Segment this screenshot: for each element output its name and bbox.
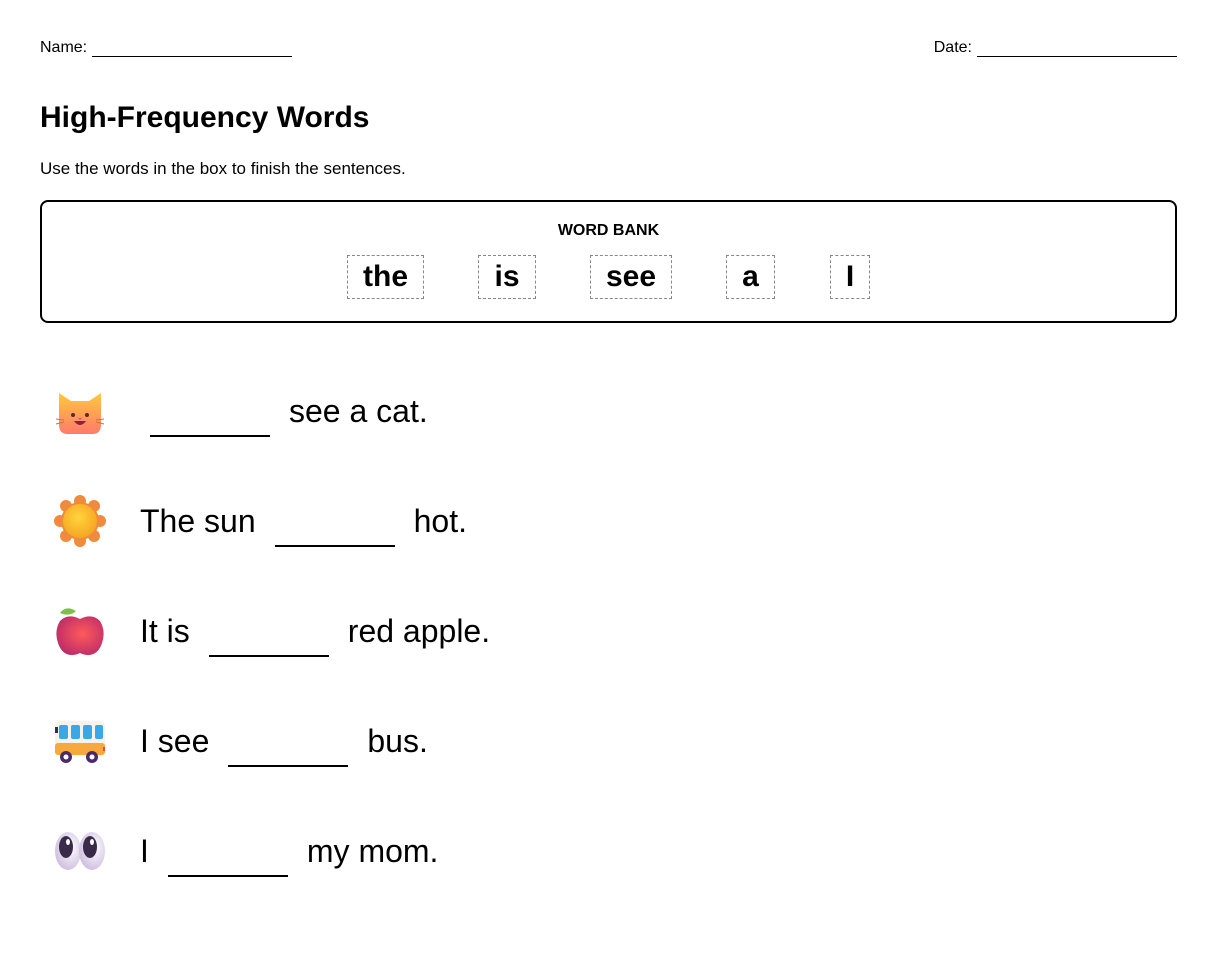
answer-blank[interactable] — [275, 545, 395, 547]
answer-blank[interactable] — [209, 655, 329, 657]
sentence-text — [140, 501, 467, 541]
sentence-before: The sun — [140, 503, 256, 539]
word-bank-word: see — [590, 255, 672, 299]
sentence-after: see a cat. — [289, 393, 428, 429]
sentence-after: hot. — [413, 503, 467, 539]
date-blank-line[interactable] — [977, 41, 1177, 57]
date-field — [934, 39, 1177, 57]
bus-icon — [54, 715, 106, 767]
eyes-icon — [54, 825, 106, 877]
word-bank-box — [40, 200, 1177, 323]
word-bank-word: I — [830, 255, 870, 299]
sentence-text — [140, 611, 490, 651]
date-label: Date: — [933, 39, 972, 56]
page-title: High-Frequency Words — [40, 101, 370, 134]
red-apple-icon — [54, 605, 106, 657]
sentence-before: It is — [140, 613, 190, 649]
cat-face-icon — [54, 385, 106, 437]
header-row — [40, 39, 1177, 59]
answer-blank[interactable] — [228, 765, 348, 767]
name-blank-line[interactable] — [92, 41, 292, 57]
name-field — [40, 39, 292, 57]
sentence-row — [54, 713, 1154, 769]
name-label: Name: — [40, 39, 88, 56]
sentence-after: my mom. — [306, 833, 439, 869]
word-bank-title: WORD BANK — [557, 222, 660, 239]
sentence-text — [140, 721, 428, 761]
sentence-text — [140, 831, 438, 871]
sun-icon — [54, 495, 106, 547]
sentence-row — [54, 603, 1154, 659]
instructions: Use the words in the box to finish the sentences. — [40, 159, 406, 178]
word-bank-word: is — [478, 255, 536, 299]
word-bank-word: a — [726, 255, 775, 299]
sentence-row — [54, 493, 1154, 549]
sentence-row — [54, 823, 1154, 879]
sentence-after: red apple. — [347, 613, 491, 649]
sentence-after: bus. — [367, 723, 428, 759]
sentence-text — [140, 391, 428, 431]
sentence-before: I — [140, 833, 149, 869]
answer-blank[interactable] — [168, 875, 288, 877]
answer-blank[interactable] — [150, 435, 270, 437]
sentence-before: I see — [140, 723, 210, 759]
word-bank-word: the — [347, 255, 424, 299]
sentence-row — [54, 383, 1154, 439]
